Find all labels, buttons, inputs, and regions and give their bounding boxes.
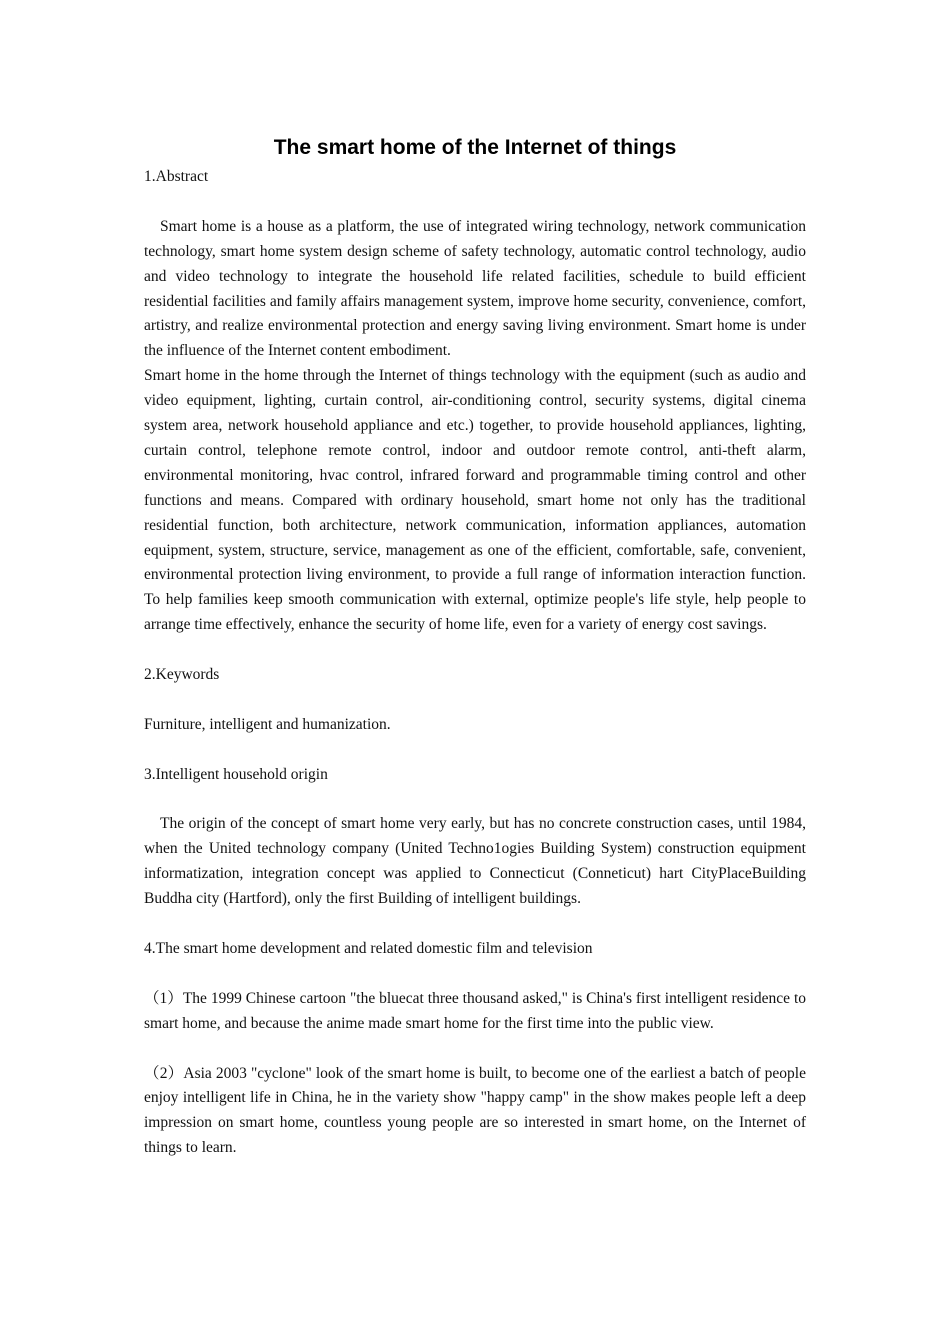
- origin-paragraph: The origin of the concept of smart home very early, but has no concrete construction cases, until 1984, when the United technology company (United Techno1ogies Building System) construction equipment informatization, integration concept was applied to Connecticut (Conneticut) hart CityPlaceBuilding Buddha city (Hartford), only the first Building of intelligent buildings.: [144, 815, 806, 908]
- spacer: [144, 638, 806, 663]
- section-heading-origin: 3.Intelligent household origin: [144, 765, 328, 783]
- document-title: The smart home of the Internet of things: [273, 136, 677, 159]
- development-item-2: （2）Asia 2003 "cyclone" look of the smart home is built, to become one of the earliest a batch of people enjoy intelligent life in China, he in the variety show "happy camp" in the show makes people left a deep impression on smart home, countless young people are so interested in smart home, on the Internet of things to learn.: [144, 1064, 806, 1157]
- abstract-paragraph-1: Smart home is a house as a platform, the use of integrated wiring technology, network communication technology, smart home system design scheme of safety technology, automatic control technology, audio and video technology to integrate the household life related facilities, schedule to build efficient residential facilities and family affairs management system, improve home security, convenience, comfort, artistry, and realize environmental protection and energy saving living environment. Smart home is under the influence of the Internet content embodiment.: [144, 217, 806, 360]
- development-item-1: （1）The 1999 Chinese cartoon "the bluecat three thousand asked," is China's first intelligent residence to smart home, and because the anime made smart home for the first time into the public view.: [144, 989, 806, 1032]
- spacer: [144, 788, 806, 813]
- document-body: [144, 133, 806, 1161]
- spacer: [144, 962, 806, 987]
- spacer: [144, 1037, 806, 1062]
- section-heading-abstract: 1.Abstract: [144, 168, 209, 185]
- section-heading-development: 4.The smart home development and related domestic film and television: [144, 940, 593, 957]
- spacer: [144, 688, 806, 713]
- keywords-text: Furniture, intelligent and humanization.: [144, 715, 391, 733]
- spacer: [144, 738, 806, 763]
- abstract-paragraph-2: Smart home in the home through the Internet of things technology with the equipment (such as audio and video equipment, lighting, curtain control, air-conditioning control, security systems, digital cinema system area, network household appliance and etc.) together, to provide household appliances, lighting, curtain control, telephone remote control, indoor and outdoor remote control, anti-theft alarm, environmental monitoring, hvac control, infrared forward and programmable timing control and other functions and means. Compared with ordinary household, smart home not only has the traditional residential function, both architecture, network communication, information appliances, automation equipment, system, structure, service, management as one of the efficient, comfortable, safe, convenient, environmental protection living environment, to provide a full range of information interaction function. To help families keep smooth communication with external, optimize people's life style, help people to arrange time effectively, enhance the security of home life, even for a variety of energy cost savings.: [144, 367, 806, 634]
- spacer: [144, 912, 806, 937]
- spacer: [144, 190, 806, 215]
- section-heading-keywords: 2.Keywords: [144, 666, 220, 684]
